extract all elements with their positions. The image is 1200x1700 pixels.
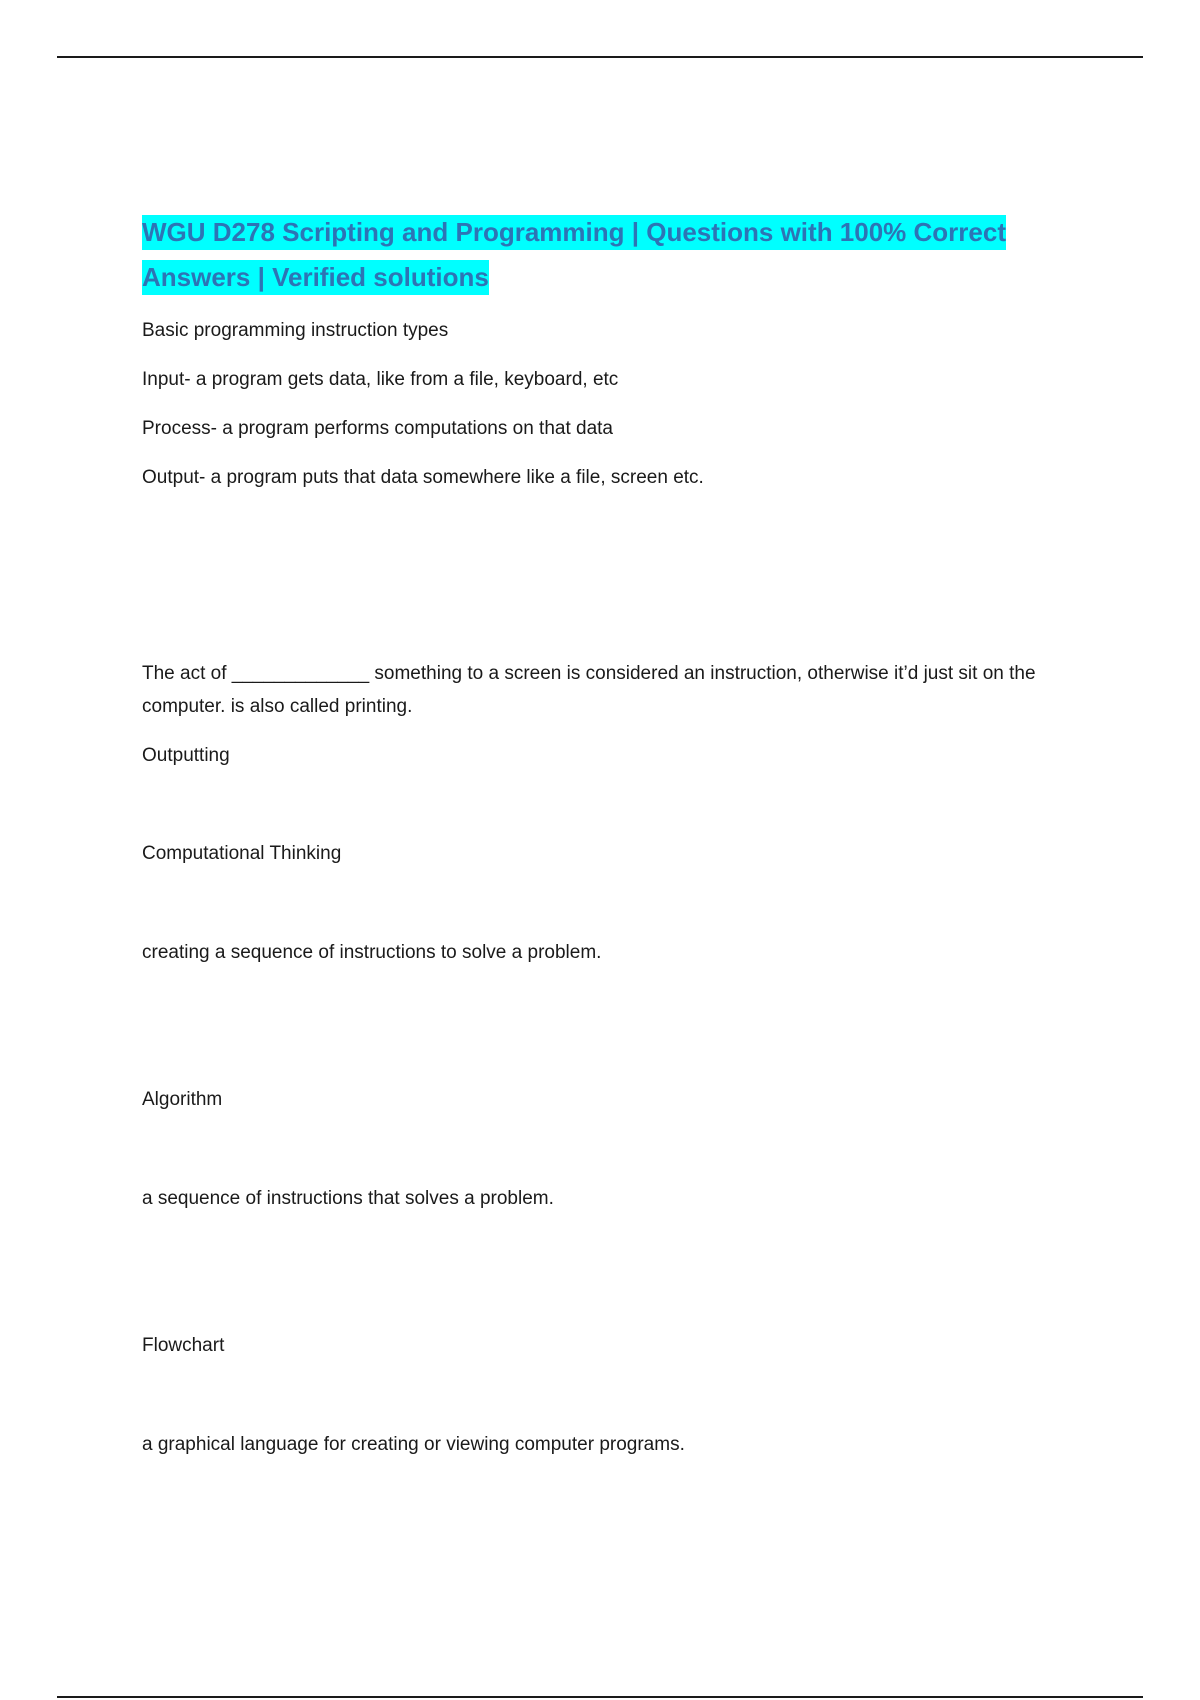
- answer-1-input: Input- a program gets data, like from a file, keyboard, etc: [142, 369, 619, 390]
- answer-4-definition: a sequence of instructions that solves a problem.: [142, 1188, 554, 1209]
- question-2-prompt: The act of _____________ something to a screen is considered an instruction, otherwise it’d just sit on the computer. is also called printing.: [142, 663, 1036, 717]
- answer-1-process: Process- a program performs computations on that data: [142, 418, 614, 439]
- document-body: [142, 210, 1062, 1455]
- document-title: [142, 210, 1062, 300]
- document-title-text: WGU D278 Scripting and Programming | Questions with 100% Correct Answers | Verified solutions: [142, 215, 1006, 295]
- question-5-term: Flowchart: [142, 1335, 225, 1356]
- question-4-term: Algorithm: [142, 1089, 223, 1110]
- question-3-term: Computational Thinking: [142, 843, 342, 864]
- header-rule: [57, 56, 1143, 58]
- question-1-prompt: Basic programming instruction types: [142, 320, 449, 341]
- answer-1-output: Output- a program puts that data somewhere like a file, screen etc.: [142, 467, 704, 488]
- answer-2: Outputting: [142, 745, 230, 766]
- footer-rule: [57, 1696, 1143, 1698]
- answer-3-definition: creating a sequence of instructions to solve a problem.: [142, 942, 602, 963]
- answer-5-definition: a graphical language for creating or viewing computer programs.: [142, 1434, 685, 1455]
